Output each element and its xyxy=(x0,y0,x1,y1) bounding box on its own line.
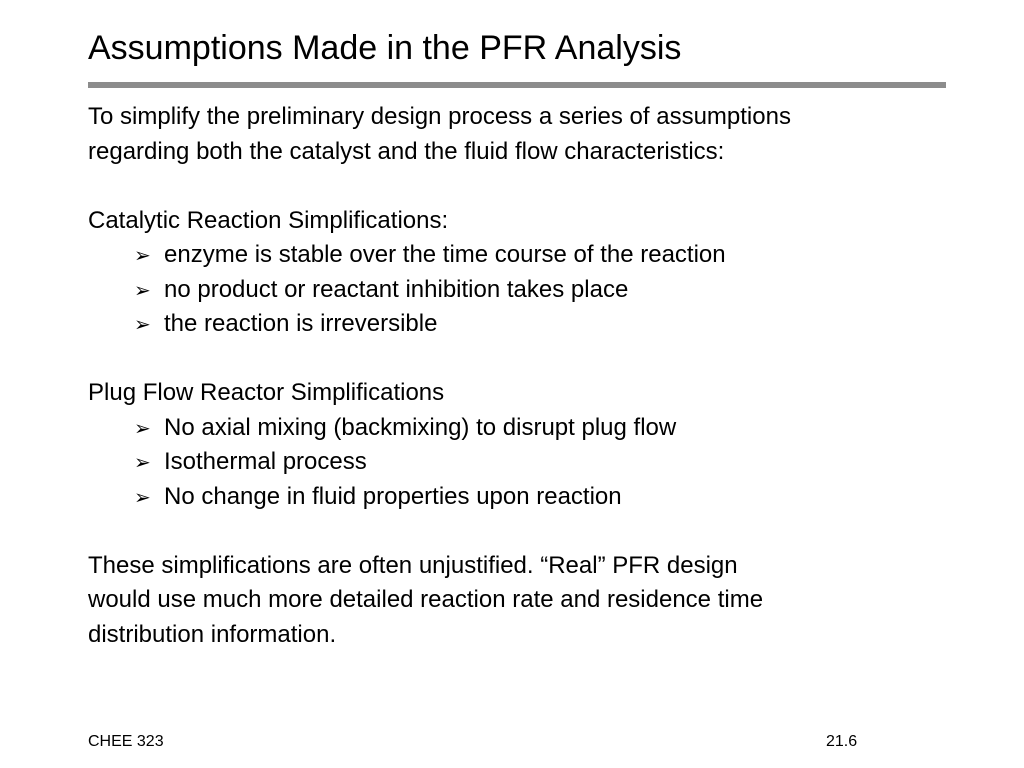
list-item-text: no product or reactant inhibition takes place xyxy=(164,275,629,303)
list-item xyxy=(134,480,948,515)
conclusion-line-3: distribution information. xyxy=(88,620,337,648)
list-item xyxy=(134,445,948,480)
conclusion-line-1: These simplifications are often unjustified. “Real” PFR design xyxy=(88,551,738,579)
list-item-text: No axial mixing (backmixing) to disrupt plug flow xyxy=(164,413,677,441)
catalytic-heading: Catalytic Reaction Simplifications: xyxy=(88,206,449,234)
spacer xyxy=(88,342,948,377)
intro-line-1: To simplify the preliminary design process a series of assumptions xyxy=(88,103,791,130)
title-rule xyxy=(88,82,946,88)
spacer xyxy=(88,169,948,204)
arrowhead-bullet-icon: ➢ xyxy=(134,450,151,474)
intro-line-2: regarding both the catalyst and the fluid flow characteristics: xyxy=(88,137,725,165)
list-item xyxy=(134,238,948,273)
intro-paragraph xyxy=(88,100,948,169)
arrowhead-bullet-icon: ➢ xyxy=(134,277,151,302)
conclusion-line-2: would use much more detailed reaction rate and residence time xyxy=(88,586,764,613)
arrowhead-bullet-icon: ➢ xyxy=(134,243,151,267)
footer-page-number: 21.6 xyxy=(826,733,858,750)
arrowhead-bullet-icon: ➢ xyxy=(134,312,151,336)
list-item-text: the reaction is irreversible xyxy=(164,310,438,337)
list-item-text: enzyme is stable over the time course of the reaction xyxy=(164,241,726,268)
arrowhead-bullet-icon: ➢ xyxy=(134,415,151,440)
footer-course: CHEE 323 xyxy=(88,733,164,750)
list-item xyxy=(134,273,948,308)
catalytic-list xyxy=(88,238,948,342)
spacer xyxy=(88,514,948,549)
slide-content xyxy=(88,100,948,652)
pfr-heading: Plug Flow Reactor Simplifications xyxy=(88,379,445,406)
list-item-text: No change in fluid properties upon reaction xyxy=(164,482,622,510)
list-item xyxy=(134,307,948,342)
arrowhead-bullet-icon: ➢ xyxy=(134,484,151,509)
list-item-text: Isothermal process xyxy=(164,448,367,475)
conclusion-paragraph xyxy=(88,549,948,653)
list-item xyxy=(134,411,948,446)
pfr-list xyxy=(88,411,948,515)
slide-title: Assumptions Made in the PFR Analysis xyxy=(88,29,682,67)
